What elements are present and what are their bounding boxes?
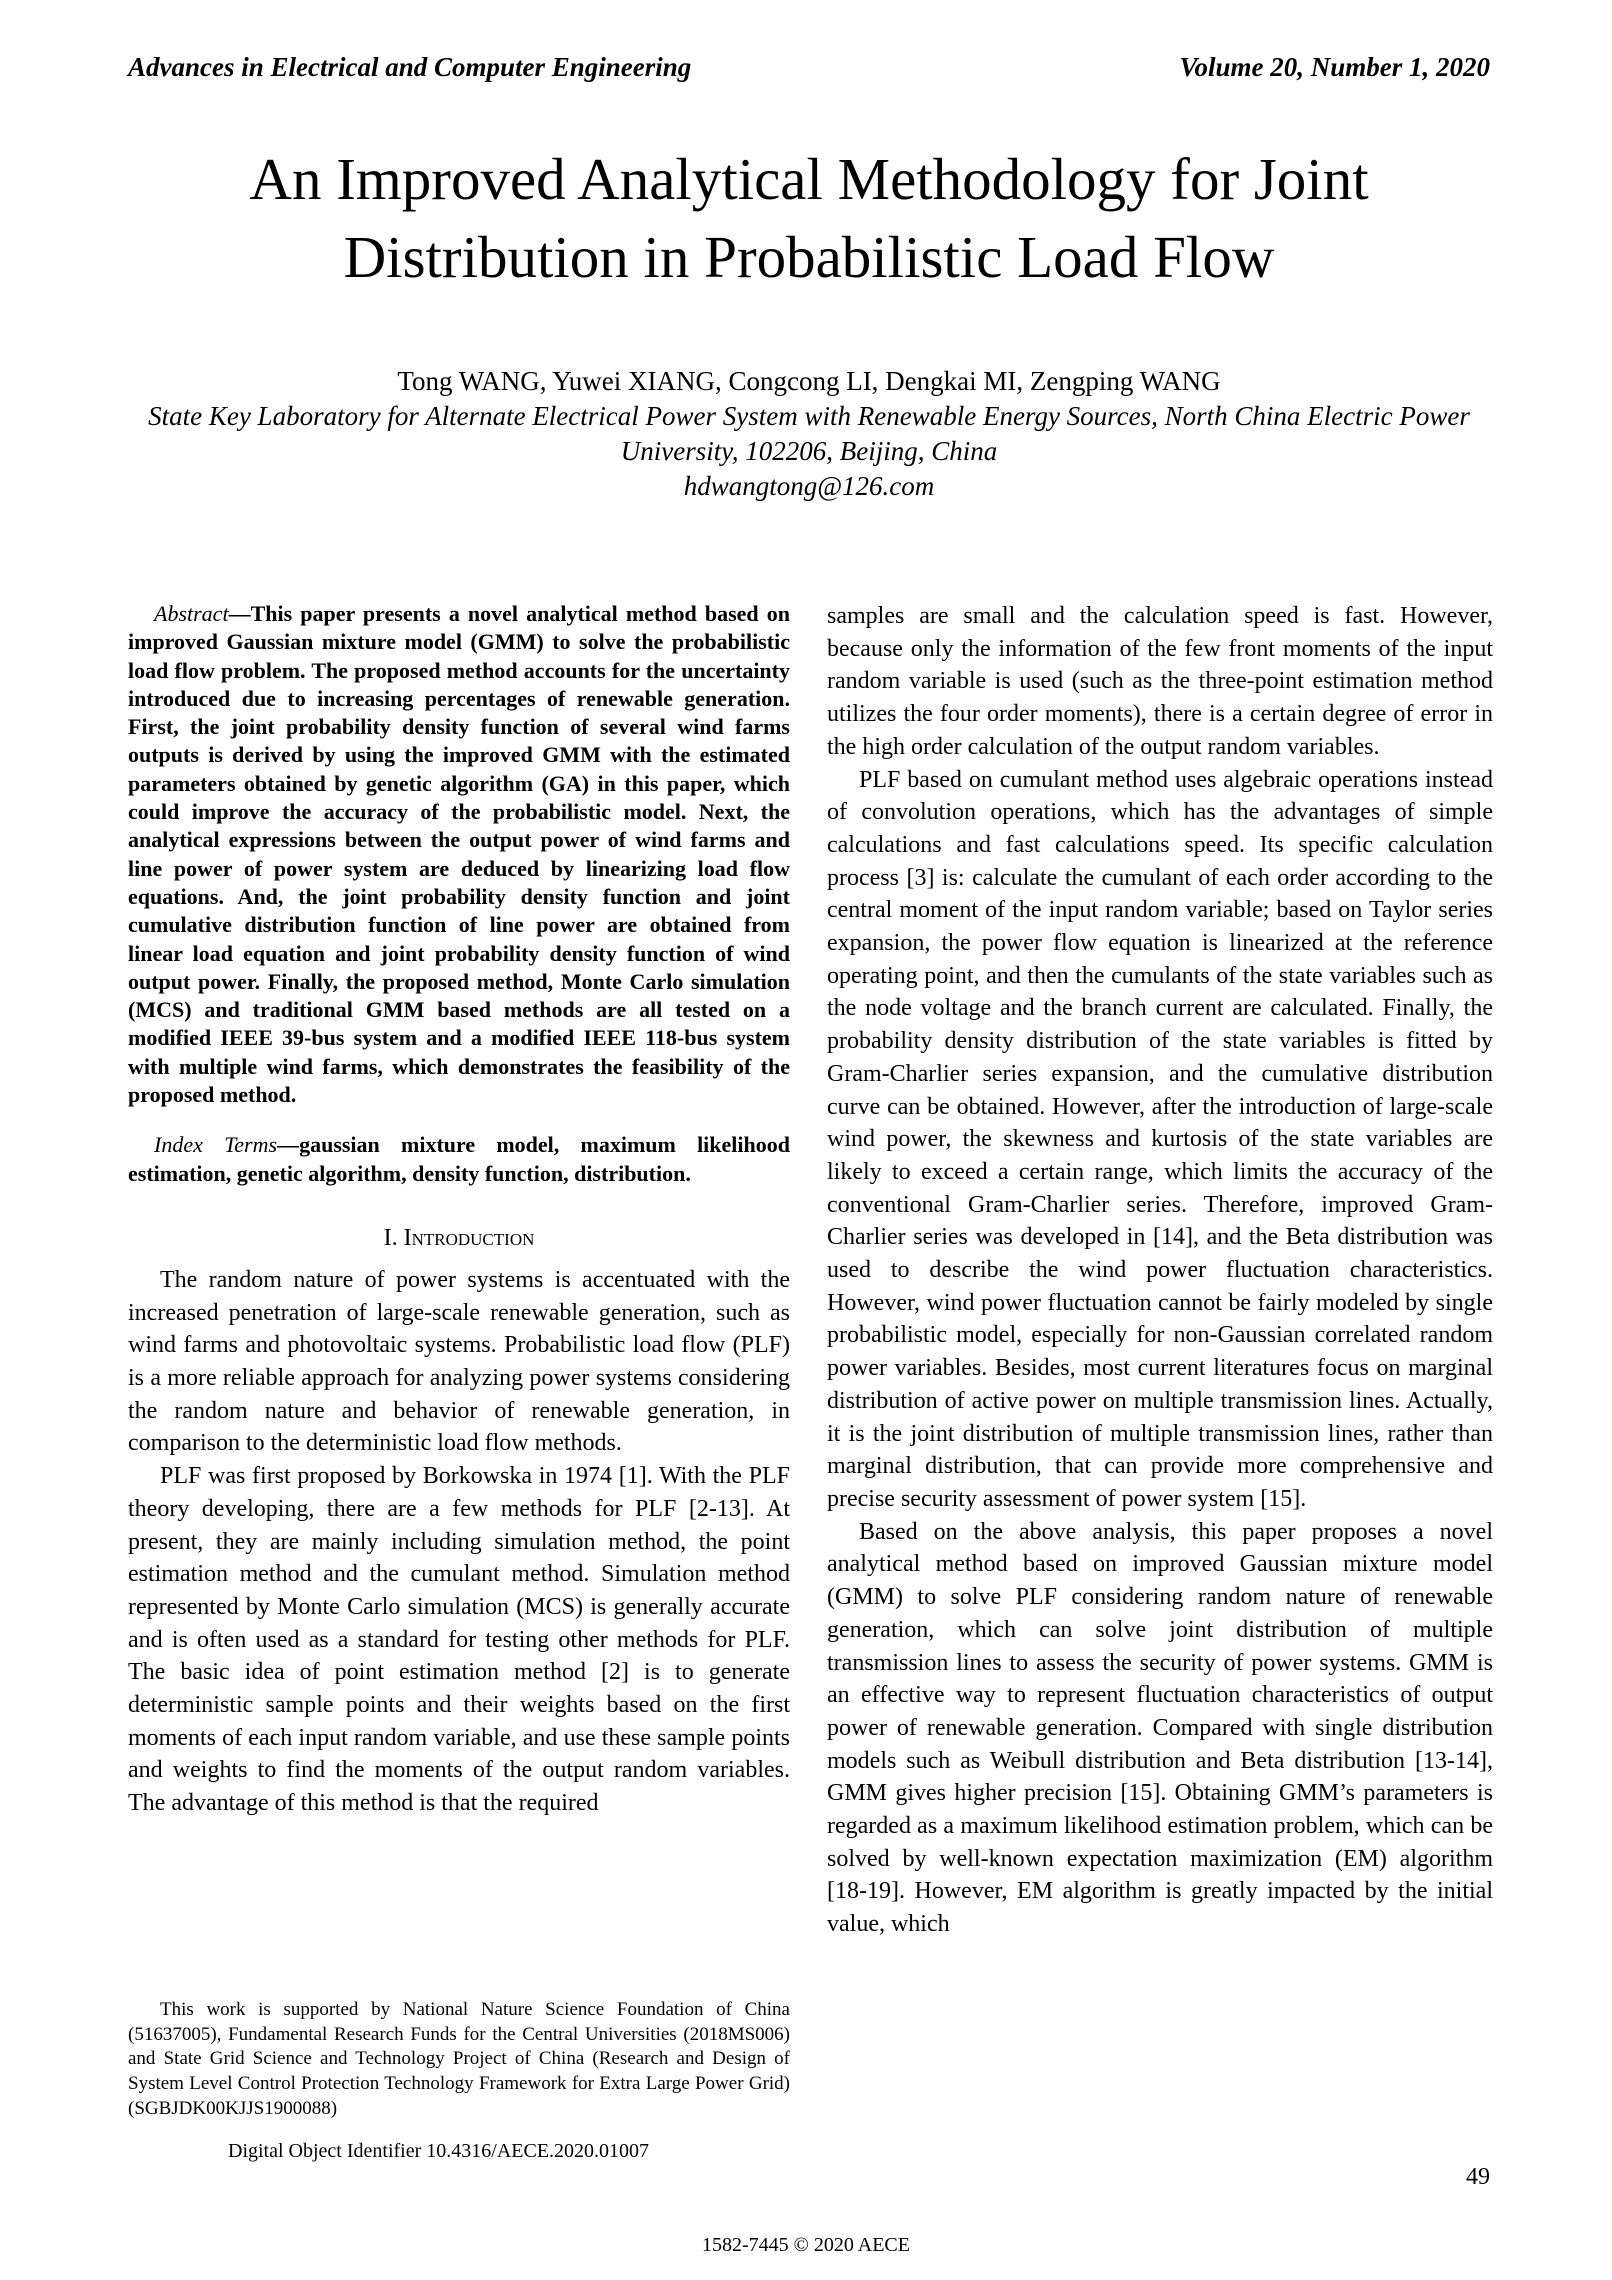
body-paragraph: PLF based on cumulant method uses algebraic operations instead of convolution operations, which has the advantages of simple calculations and fast calculations speed. Its specific calculation process [3] is: calculate the cumulant of each order according to the central moment of the input random variable; based on Taylor series expansion, the power flow equation is linearized at the reference operating point, and then the cumulants of the state variables such as the node voltage and the branch current are calculated. Finally, the probability density distribution of the state variables is fitted by Gram-Charlier series expansion, and the cumulative distribution curve can be obtained. However, after the introduction of large-scale wind power, the skewness and kurtosis of the state variables are likely to exceed a certain range, which limits the accuracy of the conventional Gram-Charlier series. Therefore, improved Gram-Charlier series was developed in [14], and the Beta distribution was used to describe the wind power fluctuation characteristics. However, wind power fluctuation cannot be fairly modeled by single probabilistic model, especially for non-Gaussian correlated random power variables. Besides, most current literatures focus on marginal distribution of active power on multiple transmission lines. Actually, it is the joint distribution of multiple transmission lines, rather than marginal distribution, that can provide more comprehensive and precise security assessment of power system [15].	[827, 766, 1493, 1512]
abstract	[128, 600, 790, 1109]
index-terms-text: gaussian mixture model, maximum likelihood estimation, genetic algorithm, density function, distribution.	[128, 1132, 790, 1186]
index-terms-label: Index Terms	[154, 1132, 278, 1158]
right-column	[827, 600, 1493, 2120]
body-paragraph: samples are small and the calculation speed is fast. However, because only the information of the few front moments of the input random variable is used (such as the three-point estimation method utilizes the four order moments), there is a certain degree of error in the high order calculation of the output random variables.	[827, 603, 1493, 760]
section-number: I.	[383, 1224, 398, 1251]
doi: Digital Object Identifier 10.4316/AECE.2020.01007	[228, 2140, 650, 2162]
author-list: Tong WANG, Yuwei XIANG, Congcong LI, Dengkai MI, Zengping WANG	[397, 366, 1221, 396]
section-title: Introduction	[403, 1224, 535, 1251]
contact-email[interactable]: hdwangtong@126.com	[683, 471, 935, 501]
index-terms	[128, 1131, 790, 1188]
body-paragraph: PLF was first proposed by Borkowska in 1974 [1]. With the PLF theory developing, there are a few methods for PLF [2-13]. At present, they are mainly including simulation method, the point estimation method and the cumulant method. Simulation method represented by Monte Carlo simulation (MCS) is generally accurate and is often used as a standard for testing other methods for PLF. The basic idea of point estimation method [2] is to generate deterministic sample points and their weights based on the first moments of each input random variable, and use these sample points and weights to find the moments of the output random variables. The advantage of this method is that the required	[128, 1463, 790, 1817]
page-number: 49	[1466, 2164, 1490, 2190]
paper-title: An Improved Analytical Methodology for Joint Distribution in Probabilistic Load Flow	[249, 146, 1369, 290]
affiliation: State Key Laboratory for Alternate Electrical Power System with Renewable Energy Sources, North China Electric Power University, 102206, Beijing, China	[148, 401, 1470, 466]
left-column	[128, 600, 790, 1960]
abstract-text: This paper presents a novel analytical method based on improved Gaussian mixture model (GMM) to solve the probabilistic load flow problem. The proposed method accounts for the uncertainty introduced due to increasing percentages of renewable generation. First, the joint probability density function of several wind farms outputs is derived by using the improved GMM with the estimated parameters obtained by genetic algorithm (GA) in this paper, which could improve the accuracy of the probabilistic model. Next, the analytical expressions between the output power of wind farms and line power of power system are deduced by linearizing load flow equations. And, the joint probability density function and joint cumulative distribution function of line power are obtained from linear load equation and joint probability density function of wind output power. Finally, the proposed method, Monte Carlo simulation (MCS) and traditional GMM based methods are all tested on a modified IEEE 39-bus system and a modified IEEE 118-bus system with multiple wind farms, which demonstrates the feasibility of the proposed method.	[128, 601, 790, 1108]
journal-name: Advances in Electrical and Computer Engineering	[128, 52, 692, 82]
issn-copyright: 1582-7445 © 2020 AECE	[702, 2234, 910, 2256]
issue-info: Volume 20, Number 1, 2020	[1179, 52, 1490, 82]
abstract-dash: —	[228, 601, 251, 626]
section-heading	[128, 1222, 790, 1254]
body-paragraph: Based on the above analysis, this paper proposes a novel analytical method based on improved Gaussian mixture model (GMM) to solve PLF considering random nature of renewable generation, which can solve joint distribution of multiple transmission lines to assess the security of power systems. GMM is an effective way to represent fluctuation characteristics of output power of renewable generation. Compared with single distribution models such as Weibull distribution and Beta distribution [13-14], GMM gives higher precision [15]. Obtaining GMM’s parameters is regarded as a maximum likelihood estimation problem, which can be solved by well-known expectation maximization (EM) algorithm [18-19]. However, EM algorithm is greatly impacted by the initial value, which	[827, 1518, 1493, 1938]
funding-footnote: This work is supported by National Nature Science Foundation of China (51637005), Fundamental Research Funds for the Central Universities (2018MS006) and State Grid Science and Technology Project of China (Research and Design of System Level Control Protection Technology Framework for Extra Large Power Grid) (SGBJDK00KJJS1900088)	[128, 1999, 790, 2119]
index-terms-dash: —	[277, 1132, 300, 1158]
abstract-label: Abstract	[154, 601, 229, 626]
body-paragraph: The random nature of power systems is accentuated with the increased penetration of large-scale renewable generation, such as wind farms and photovoltaic systems. Probabilistic load flow (PLF) is a more reliable approach for analyzing power systems considering the random nature and behavior of renewable generation, in comparison to the deterministic load flow methods.	[128, 1266, 790, 1457]
title-block	[128, 140, 1490, 504]
